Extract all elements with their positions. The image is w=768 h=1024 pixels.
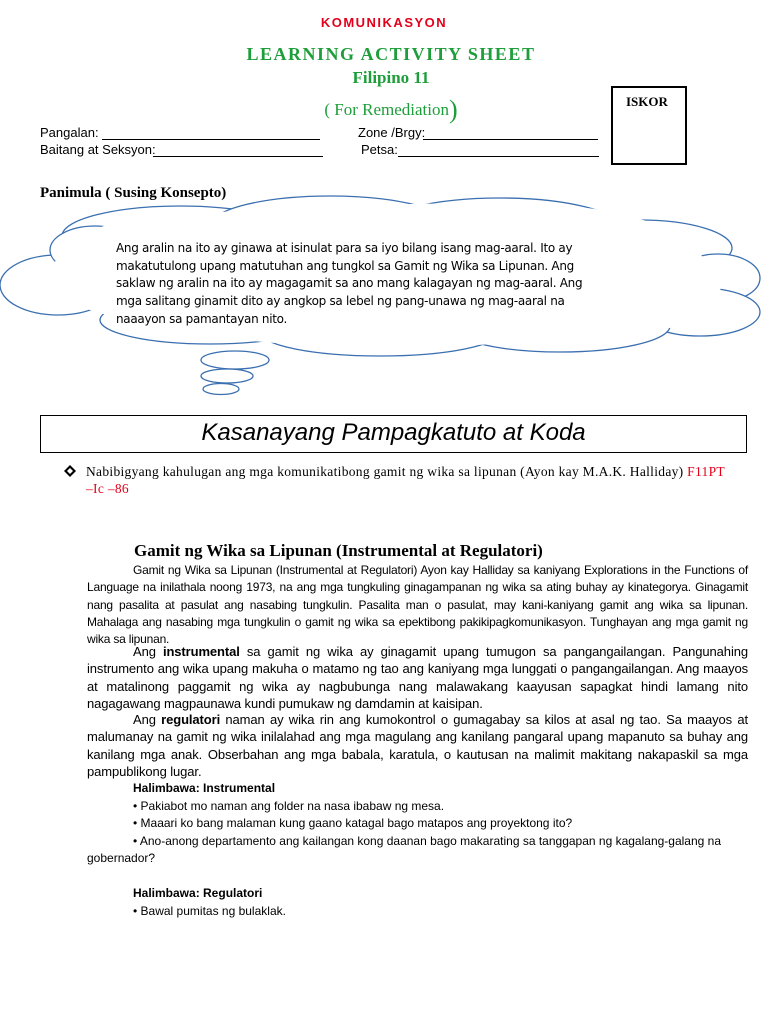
instrumental-term: instrumental	[162, 644, 240, 659]
lesson-paragraph-3	[87, 711, 748, 780]
regulatori-term: regulatori	[161, 712, 221, 727]
subject-label: KOMUNIKASYON	[320, 15, 448, 30]
intro-text	[116, 240, 586, 329]
name-label: Pangalan:	[40, 125, 99, 140]
remediation-paren: )	[448, 95, 458, 124]
zone-label: Zone /Brgy:	[358, 125, 426, 140]
intro-line: saklaw ng aralin na ito ay magagamit sa ano mang kalagayan ng mag-aaral. Ang	[116, 276, 583, 291]
zone-field[interactable]	[423, 139, 598, 140]
intro-heading: Panimula ( Susing Konsepto)	[40, 185, 227, 201]
intro-line: mga salitang ginamit dito ay angkop sa lebel ng pang-unawa ng mag-aaral na	[116, 294, 565, 309]
score-label: ISKOR	[626, 94, 668, 109]
remediation-text: ( For Remediation	[324, 100, 449, 119]
p2-post: sa gamit ng wika ay ginagamit upang tumugon sa pangangailangan. Pangunahing instrumento ang wika upang makuha o matamo ng tao ang kaniyang mga lunggati o pangangailangan. Ang maayos at matalinong paggamit ng wika ay nagbubunga nang malawakang kaayusan sapagkat hindi lamang nito nagagawang magpaunawa kundi pumukaw ng damdamin at kaisipan.	[87, 644, 748, 711]
course-title: Filipino 11	[352, 68, 430, 87]
name-field[interactable]	[102, 139, 320, 140]
p3-pre: Ang	[133, 712, 162, 727]
lesson-paragraph-2	[87, 643, 748, 712]
intro-line: makatutulong upang matutuhan ang tungkol sa Gamit ng Wika sa Lipunan. Ang	[116, 258, 574, 273]
example-item: • Bawal pumitas ng bulaklak.	[133, 904, 286, 918]
competency-code: F11PT –Ic –86	[86, 464, 725, 496]
intro-line: Ang aralin na ito ay ginawa at isinulat para sa iyo bilang isang mag-aaral. Ito ay	[116, 241, 573, 255]
example-item: • Maaari ko bang malaman kung gaano katagal bago matapos ang proyektong ito?	[133, 816, 573, 830]
competency-title: Kasanayang Pampagkatuto at Koda	[201, 419, 586, 446]
date-field[interactable]	[398, 156, 599, 157]
lesson-title: Gamit ng Wika sa Lipunan (Instrumental at Regulatori)	[134, 541, 543, 560]
lesson-paragraph-1: Gamit ng Wika sa Lipunan (Instrumental at Regulatori) Ayon kay Halliday sa kaniyang Explorations in the Functions of Language na inilathala noong 1973, na ang mga tungkuling ginagampanan ng wika sa ating buhay ay kinategorya. Ginagamit nang pasalita at pasulat ang nasabing tungkulin. Pasalita man o pasulat, may kani-kaniyang gamit ang wika sa lipunan. Mahalaga ang nasabing mga tungkulin o gamit ng wika sa epektibong pakikipagkomunikasyon. Tunghayan ang mga gamit ng wika sa lipunan.	[87, 563, 748, 647]
competency-objective	[86, 463, 726, 497]
intro-line: naaayon sa pamantayan nito.	[116, 311, 287, 326]
objective-text: Nabibigyang kahulugan ang mga komunikatibong gamit ng wika sa lipunan (Ayon kay M.A.K. Halliday)	[86, 464, 684, 479]
diamond-bullet-icon	[64, 465, 76, 477]
p2-pre: Ang	[133, 644, 163, 659]
example-instrumental-heading: Halimbawa: Instrumental	[133, 781, 276, 795]
example-regulatori-heading: Halimbawa: Regulatori	[133, 886, 263, 900]
p3-post: naman ay wika rin ang kumokontrol o gumagabay sa kilos at asal ng tao. Sa maayos at malumanay na gamit ng wika inilalahad ang mga magulang ang kanilang pangaral upang mapanuto sa buhay ang kanilang mga anak. Obserbahan ang mga babala, karatula, o kautusan na malimit makitang nakapaskil sa mga pampublikong lugar.	[87, 712, 749, 779]
date-label: Petsa:	[361, 142, 398, 157]
sheet-title: LEARNING ACTIVITY SHEET	[246, 44, 536, 64]
example-item: • Pakiabot mo naman ang folder na nasa ibabaw ng mesa.	[133, 799, 445, 813]
grade-section-field[interactable]	[153, 156, 323, 157]
example-item: • Ano-anong departamento ang kailangan kong daanan bago makarating sa tanggapan ng kagalang-galang na gobernador?	[87, 834, 721, 866]
grade-section-label: Baitang at Seksyon:	[40, 142, 156, 157]
